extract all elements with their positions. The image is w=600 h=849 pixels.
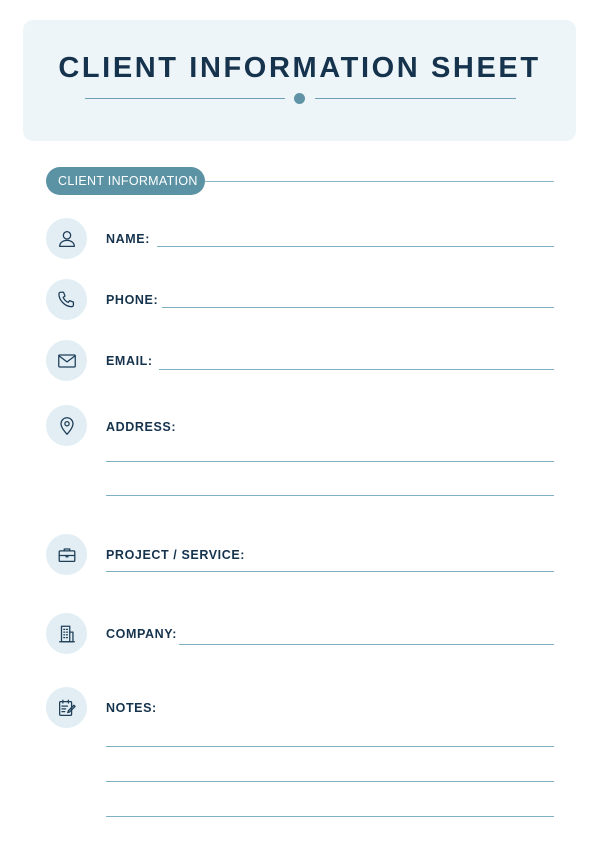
- briefcase-icon: [46, 534, 87, 575]
- envelope-icon: [46, 340, 87, 381]
- section-divider: [205, 181, 554, 182]
- user-icon: [46, 218, 87, 259]
- company-label: COMPANY:: [106, 627, 177, 641]
- page-title: CLIENT INFORMATION SHEET: [58, 52, 541, 84]
- address-field-line-1[interactable]: [106, 461, 554, 462]
- company-field[interactable]: [179, 644, 554, 645]
- name-field[interactable]: [157, 246, 554, 247]
- notepad-pen-icon: [46, 687, 87, 728]
- title-divider-left: [85, 98, 285, 99]
- header-banner: [23, 20, 576, 141]
- building-icon: [46, 613, 87, 654]
- phone-icon: [46, 279, 87, 320]
- email-field[interactable]: [159, 369, 554, 370]
- project-service-label: PROJECT / SERVICE:: [106, 548, 246, 562]
- address-field-line-2[interactable]: [106, 495, 554, 496]
- notes-field-line-3[interactable]: [106, 816, 554, 817]
- phone-field[interactable]: [162, 307, 554, 308]
- email-label: EMAIL:: [106, 354, 153, 368]
- name-label: NAME:: [106, 232, 150, 246]
- notes-label: NOTES:: [106, 701, 157, 715]
- project-service-field[interactable]: [106, 571, 554, 572]
- map-pin-icon: [46, 405, 87, 446]
- address-label: ADDRESS:: [106, 420, 177, 434]
- phone-label: PHONE:: [106, 293, 159, 307]
- notes-field-line-1[interactable]: [106, 746, 554, 747]
- title-divider-right: [315, 98, 516, 99]
- title-divider-dot: [294, 93, 305, 104]
- section-label-client-information: CLIENT INFORMATION: [46, 167, 205, 195]
- notes-field-line-2[interactable]: [106, 781, 554, 782]
